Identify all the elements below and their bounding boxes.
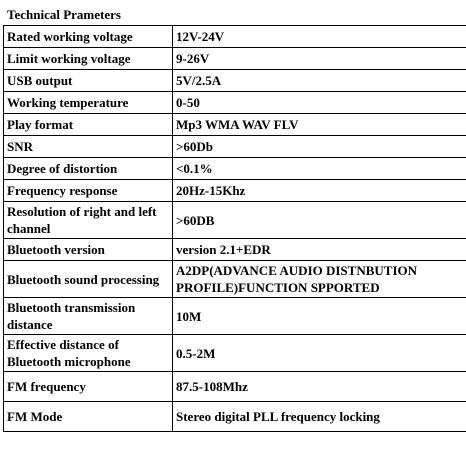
table-row bbox=[4, 158, 466, 180]
param-label: Resolution of right and left channel bbox=[4, 202, 173, 239]
param-value: 0-50 bbox=[173, 92, 466, 114]
section-title: Technical Prameters bbox=[7, 7, 121, 22]
table-row bbox=[4, 136, 466, 158]
param-value: A2DP(ADVANCE AUDIO DISTNBUTION PROFILE)FUNCTION SPPORTED bbox=[173, 261, 466, 298]
table-row bbox=[4, 402, 466, 432]
param-value: >60Db bbox=[173, 136, 466, 158]
param-label: Limit working voltage bbox=[4, 48, 173, 70]
param-value: Mp3 WMA WAV FLV bbox=[173, 114, 466, 136]
param-label: SNR bbox=[4, 136, 173, 158]
param-label: Working temperature bbox=[4, 92, 173, 114]
param-value: 87.5-108Mhz bbox=[173, 372, 466, 402]
table-row bbox=[4, 180, 466, 202]
table-row bbox=[4, 202, 466, 239]
table-row bbox=[4, 70, 466, 92]
table-row bbox=[4, 26, 466, 48]
param-label: USB output bbox=[4, 70, 173, 92]
param-value: 10M bbox=[173, 298, 466, 335]
param-value: 12V-24V bbox=[173, 26, 466, 48]
param-value: <0.1% bbox=[173, 158, 466, 180]
technical-parameters-sheet bbox=[3, 3, 462, 432]
table-row bbox=[4, 239, 466, 261]
param-label: Play format bbox=[4, 114, 173, 136]
param-value: Stereo digital PLL frequency locking bbox=[173, 402, 466, 432]
param-value: >60DB bbox=[173, 202, 466, 239]
param-value: 5V/2.5A bbox=[173, 70, 466, 92]
param-label: Degree of distortion bbox=[4, 158, 173, 180]
table-row bbox=[4, 261, 466, 298]
param-label: Effective distance of Bluetooth microphone bbox=[4, 335, 173, 372]
param-label: Bluetooth sound processing bbox=[4, 261, 173, 298]
param-label: FM frequency bbox=[4, 372, 173, 402]
param-label: FM Mode bbox=[4, 402, 173, 432]
table-row bbox=[4, 48, 466, 70]
param-label: Frequency response bbox=[4, 180, 173, 202]
table-row bbox=[4, 372, 466, 402]
specs-table bbox=[3, 25, 466, 432]
param-label: Rated working voltage bbox=[4, 26, 173, 48]
param-value: 20Hz-15Khz bbox=[173, 180, 466, 202]
table-row bbox=[4, 92, 466, 114]
param-value: version 2.1+EDR bbox=[173, 239, 466, 261]
table-row bbox=[4, 114, 466, 136]
param-label: Bluetooth transmission distance bbox=[4, 298, 173, 335]
param-value: 9-26V bbox=[173, 48, 466, 70]
param-label: Bluetooth version bbox=[4, 239, 173, 261]
param-value: 0.5-2M bbox=[173, 335, 466, 372]
table-row bbox=[4, 298, 466, 335]
table-row bbox=[4, 335, 466, 372]
